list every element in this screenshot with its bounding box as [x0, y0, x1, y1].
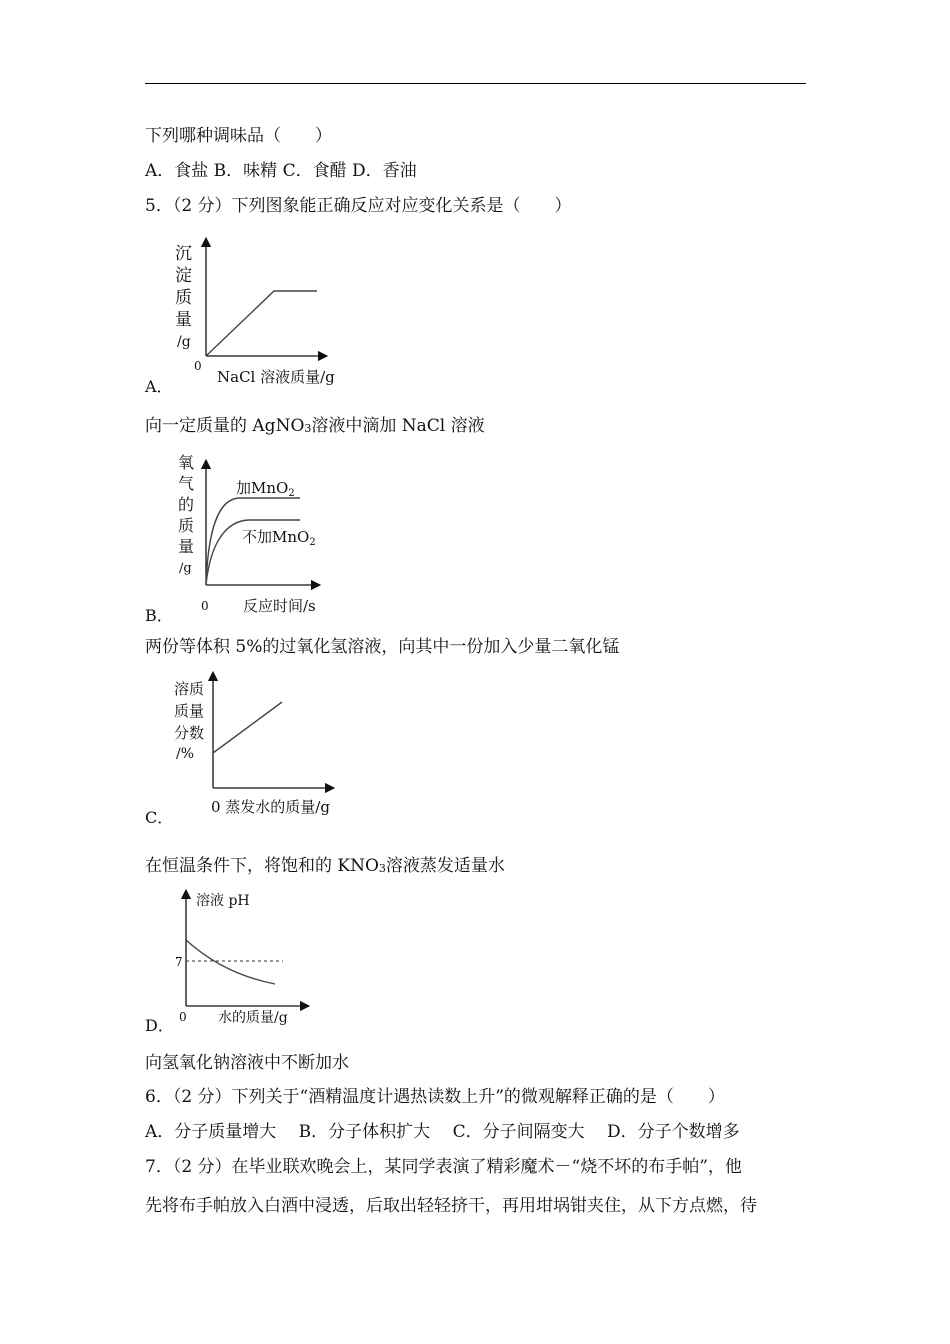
graph-a-origin: 0 — [194, 359, 202, 373]
graph-b-x-label: 反应时间/s — [243, 597, 316, 615]
q6-stem: 6．（2 分）下列关于“酒精温度计遇热读数上升”的微观解释正确的是（ ） — [145, 1087, 725, 1107]
graph-d — [165, 888, 315, 1033]
graph-a-y-label-4: 量 — [175, 310, 192, 330]
graph-c-curve — [213, 702, 282, 753]
q6-options: A．分子质量增大 B．分子体积扩大 C．分子间隔变大 D．分子个数增多 — [145, 1122, 740, 1142]
q4-stem: 下列哪种调味品（ ） — [145, 126, 332, 146]
q5-option-c-desc: 在恒温条件下，将饱和的 KNO3溶液蒸发适量水 — [145, 856, 505, 876]
graph-c-x-label: 0 蒸发水的质量/g — [211, 798, 330, 816]
graph-c-y-label-4: /% — [176, 746, 195, 762]
q5-option-a-label: A． — [145, 377, 173, 396]
q7-line1: 7．（2 分）在毕业联欢晚会上，某同学表演了精彩魔术－“烧不坏的布手帕”，他 — [145, 1157, 742, 1177]
q7-line2: 先将布手帕放入白酒中浸透，后取出轻轻挤干，再用坩埚钳夹住，从下方点燃，待 — [145, 1196, 757, 1216]
graph-b-y-label-4: 质 — [178, 516, 195, 535]
graph-a-curve — [206, 291, 317, 356]
graph-a-y-label-2: 淀 — [175, 266, 192, 286]
q5-option-d-label: D． — [145, 1016, 174, 1035]
graph-c-y-label-1: 溶质 — [174, 680, 205, 698]
graph-c-y-label-2: 质量 — [174, 702, 205, 720]
graph-d-tick-7: 7 — [175, 955, 183, 969]
graph-b-y-label-1: 氧 — [178, 453, 195, 472]
graph-d-origin: 0 — [179, 1010, 187, 1024]
graph-d-x-label: 水的质量/g — [218, 1010, 288, 1026]
q4-options: A．食盐 B．味精 C．食醋 D．香油 — [145, 161, 417, 181]
graph-b — [170, 450, 340, 620]
graph-a-y-label-1: 沉 — [175, 244, 192, 264]
graph-b-y-label-5: 量 — [178, 537, 195, 556]
q5-option-b-desc: 两份等体积 5%的过氧化氢溶液，向其中一份加入少量二氧化锰 — [145, 637, 620, 657]
graph-a-y-label-3: 质 — [175, 288, 192, 308]
graph-c — [170, 670, 360, 830]
graph-b-curve2-label: 不加MnO$_2$ — [242, 528, 316, 548]
q5-option-d-desc: 向氢氧化钠溶液中不断加水 — [145, 1053, 349, 1073]
graph-d-curve — [186, 940, 275, 984]
q5-option-b-label: B． — [145, 606, 173, 625]
graph-c-y-label-3: 分数 — [174, 724, 205, 742]
graph-b-y-label-6: /g — [179, 561, 192, 576]
graph-b-y-label-3: 的 — [178, 495, 195, 514]
graph-b-y-label-2: 气 — [178, 474, 195, 493]
graph-a — [165, 236, 365, 396]
graph-b-origin: 0 — [201, 599, 209, 613]
q5-stem: 5．（2 分）下列图象能正确反应对应变化关系是（ ） — [145, 196, 572, 216]
graph-d-y-label: 溶液 pH — [196, 893, 250, 909]
graph-a-y-label-5: /g — [177, 334, 191, 350]
q5-option-a-desc: 向一定质量的 AgNO3溶液中滴加 NaCl 溶液 — [145, 416, 485, 436]
graph-b-curve1-label: 加MnO$_2$ — [236, 479, 295, 499]
header-rule — [145, 83, 806, 84]
graph-a-x-label: NaCl 溶液质量/g — [217, 368, 335, 386]
q5-option-c-label: C． — [145, 808, 174, 827]
